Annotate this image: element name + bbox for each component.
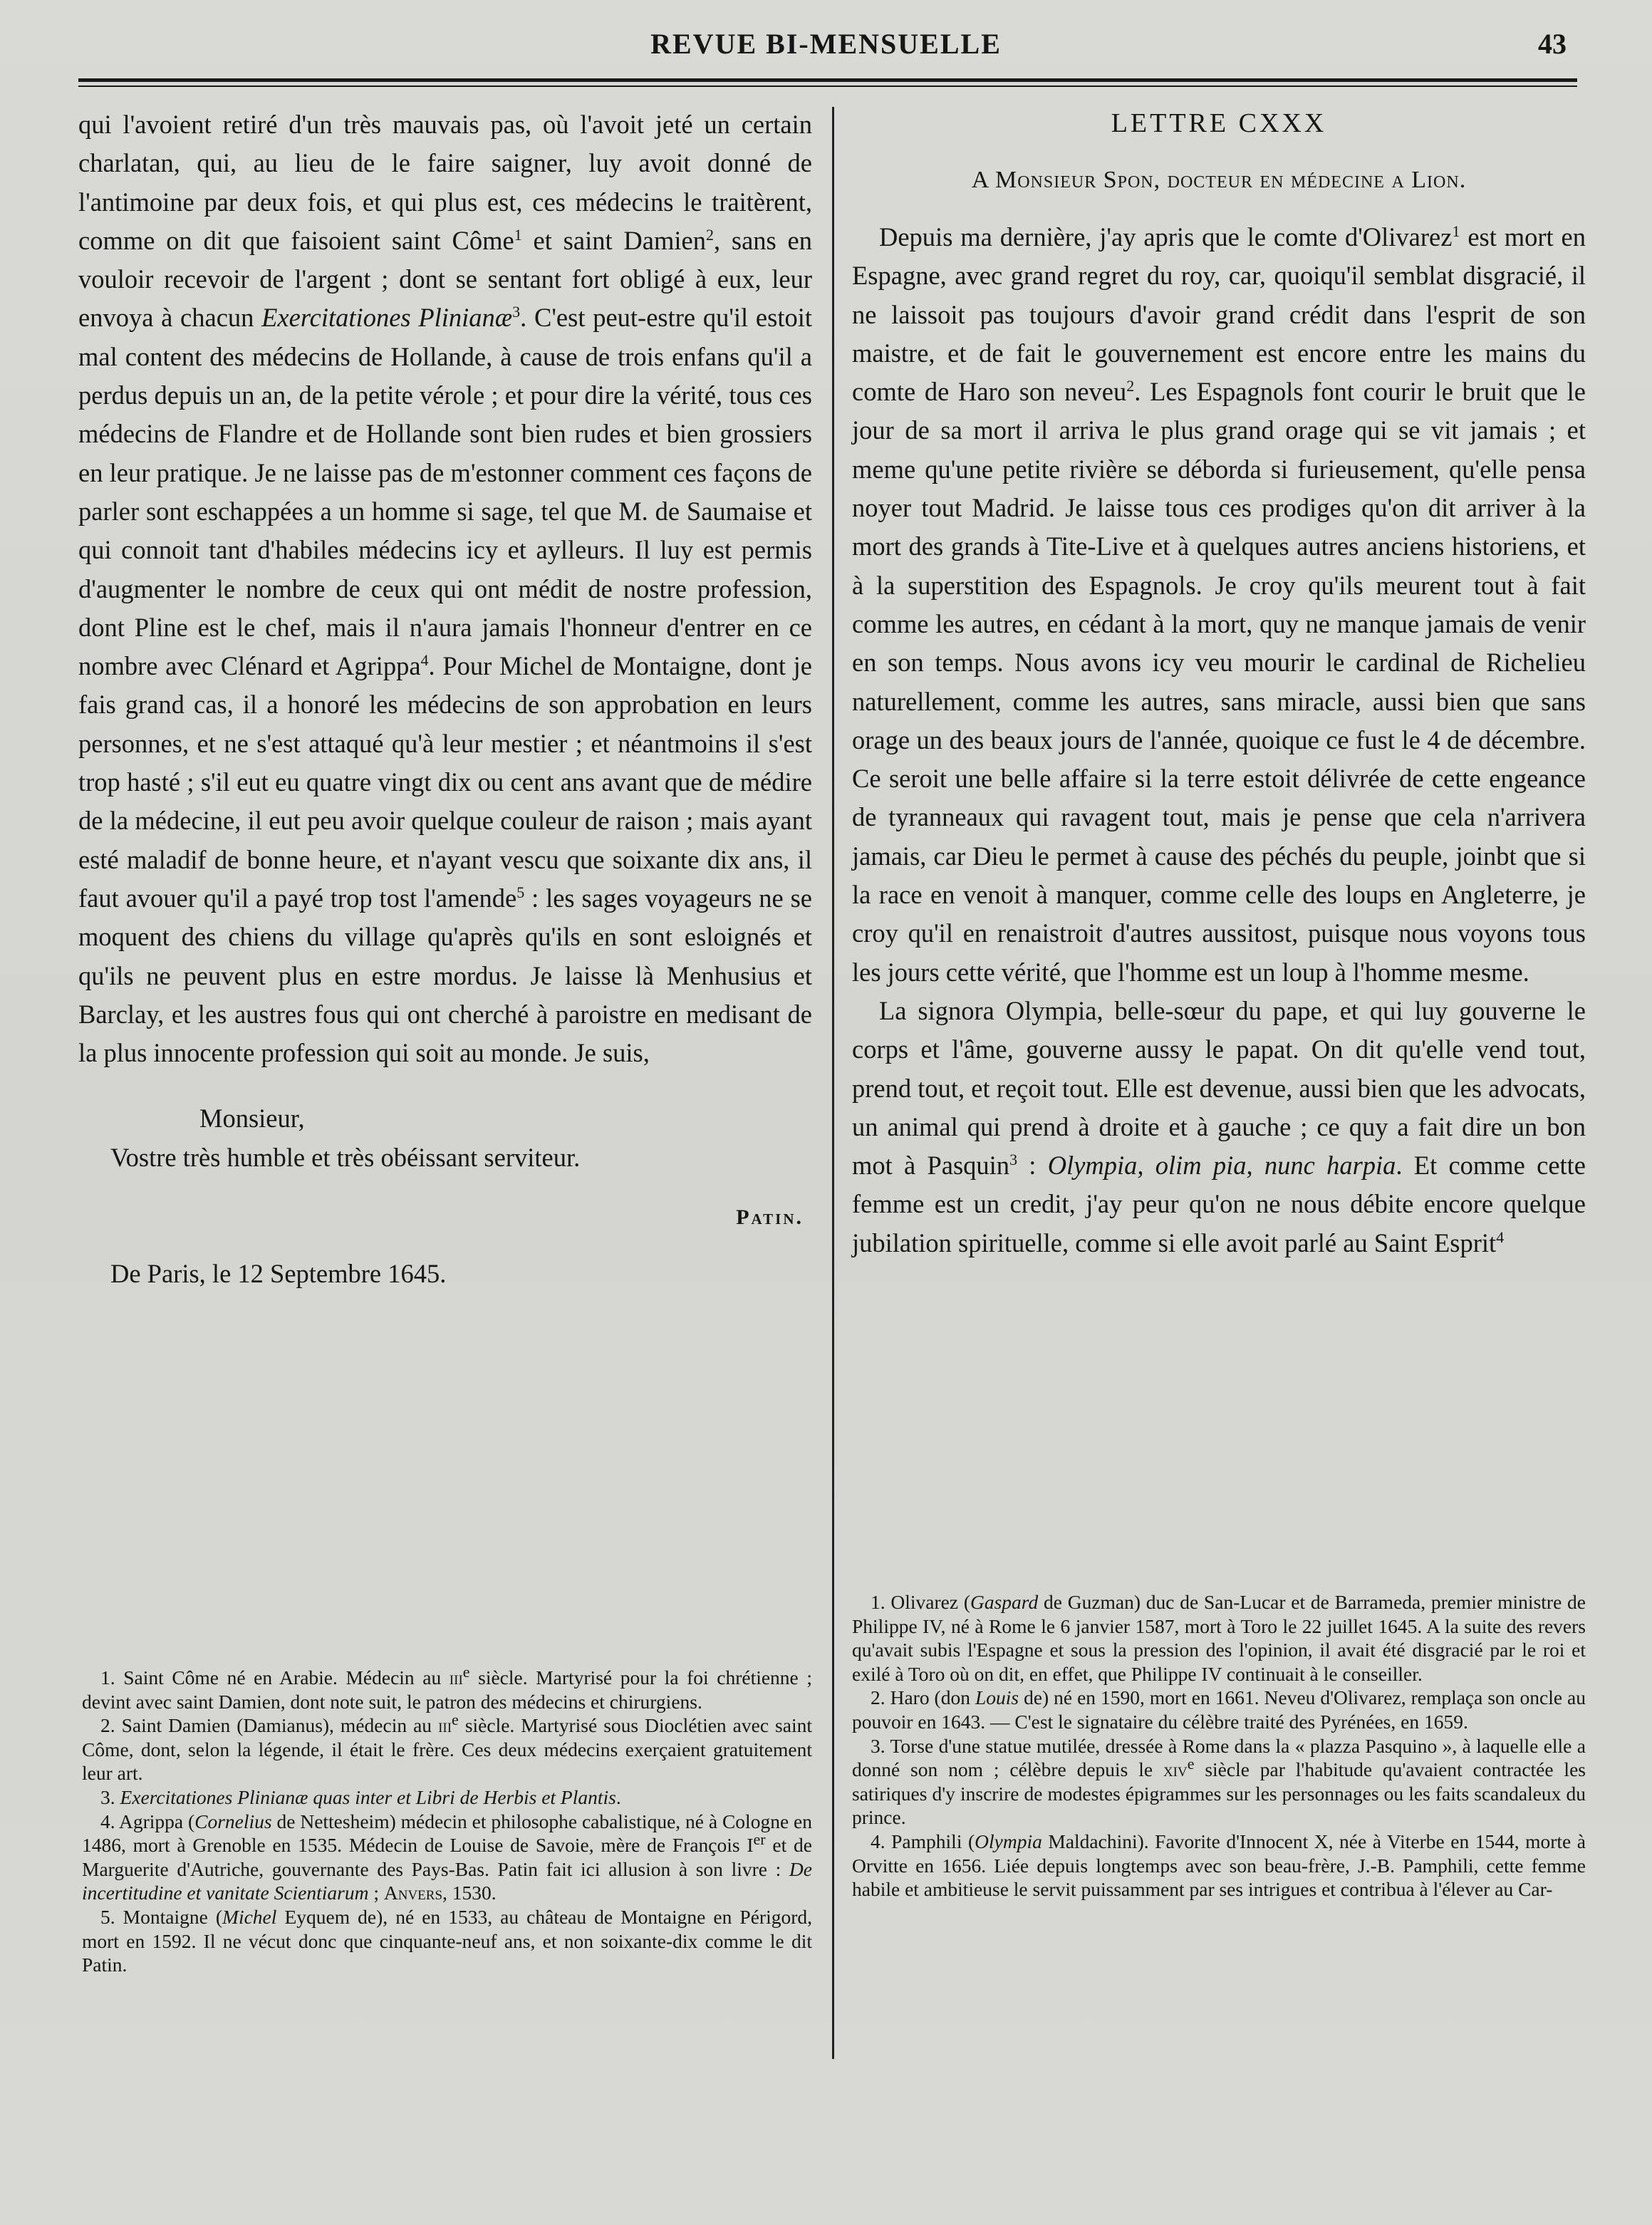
given-name: Louis — [975, 1686, 1019, 1709]
given-name: Cornelius — [194, 1810, 272, 1832]
roman-numeral: iii — [438, 1714, 452, 1737]
running-head — [78, 27, 1574, 70]
text-run: ; — [368, 1882, 384, 1904]
book-title: Exercitationes Plinianæ quas inter et Libri de Herbis et Plantis — [120, 1785, 616, 1808]
footnote — [82, 1662, 812, 1713]
place-name: Anvers — [383, 1882, 443, 1904]
running-title: REVUE BI-MENSUELLE — [650, 28, 1002, 60]
text-run: 1. Olivarez ( — [871, 1591, 970, 1613]
footnote — [82, 1713, 812, 1785]
quotation: Olympia, olim pia, nunc harpia — [1047, 1151, 1396, 1181]
text-run: de Nettesheim) médecin et philosophe cabalistique, né à Cologne en 1486, mort à Grenoble en 1535. Médecin de Louise de Savoie, mère de François I — [82, 1810, 812, 1857]
right-column — [852, 105, 1586, 1262]
superscript: e — [1187, 1755, 1195, 1773]
letter-title: LETTRE CXXX — [1111, 108, 1327, 138]
left-column — [78, 105, 812, 1289]
text-run: : les sages voyageurs ne se moquent des chiens du village qu'après qu'ils en sont esloignés et qu'ils ne peuvent plus en estre mordus. Je laisse là Menhusius et Barclay, et les austres fous qui ont cherché à paroistre en medisant de la plus innocente profession qui soit au monde. Je suis, — [78, 883, 812, 1068]
text-run: siècle. Martyrisé pour la foi chrétienne ; devint avec saint Damien, dont note suit, le patron des médecins et chirurgiens. — [82, 1666, 812, 1713]
letter-addressee: A Monsieur Spon, docteur en médecine a Lion. — [971, 167, 1467, 193]
footnote-ref: 4 — [420, 651, 429, 669]
text-run: est mort en Espagne, avec grand regret du roy, car, quoiqu'il semblat disgracié, il ne laissoit pas toujours d'avoir grand crédit dans l'esprit de son maistre, et de fait le gouvernement est encore entre les mains du comte de Haro son neveu — [852, 222, 1586, 407]
text-run: Eyquem de), né en 1533, au château de Montaigne en Périgord, mort en 1592. Il ne vécut donc que cinquante-neuf ans, et non soixante-dix comme le dit Patin. — [82, 1905, 812, 1976]
footnote — [852, 1590, 1586, 1686]
left-paragraph — [78, 105, 812, 1072]
text-run: 2. Saint Damien (Damianus), médecin au — [100, 1714, 439, 1737]
text-run: 3. Torse d'une statue mutilée, dressée à Rome dans la « plazza Pasquino », à laquelle elle a donné son nom ; célèbre depuis le — [852, 1734, 1586, 1781]
column-divider — [832, 107, 834, 2059]
text-run: et saint Damien — [521, 225, 706, 255]
page-number: 43 — [1538, 28, 1567, 60]
footnote-ref: 2 — [705, 225, 714, 244]
book-title: Exercitationes Plinianæ — [261, 303, 513, 333]
text-run: . Et comme cette femme est un credit, j'ay peur qu'on ne nous débite encore quelque jubilation spirituelle, comme si elle avoit parlé au Saint Esprit — [852, 1151, 1586, 1257]
header-rule-thick — [78, 78, 1577, 82]
text-run: . — [615, 1785, 621, 1808]
text-run: siècle. Martyrisé sous Dioclétien avec saint Côme, dont, selon la légende, il était le frère. Ces deux médecins exerçaient gratuitement leur art. — [82, 1714, 812, 1785]
salutation: Monsieur, — [199, 1104, 305, 1134]
footnote — [82, 1810, 812, 1905]
text-run: Maldachini). Favorite d'Innocent X, née à Viterbe en 1544, morte à Orvitte en 1656. Liée depuis longtemps avec son beau-frère, J.-B. Pamphili, cette femme habile et ambitieuse le servit puissamment par ses intrigues et contribua à l'élever au Car- — [852, 1830, 1586, 1901]
footnote-ref: 1 — [1452, 222, 1460, 240]
footnote-ref: 4 — [1496, 1228, 1505, 1246]
text-run: La signora Olympia, belle-sœur du pape, et qui luy gouverne le corps et l'âme, gouverne aussy le papat. On dit qu'elle vend tout, prend tout, et reçoit tout. Elle est devenue, aussi bien que les advocats, un animal qui prend à droite et à gauche ; ce quy a fait dire un bon mot à Pasquin — [852, 995, 1586, 1181]
right-paragraph-1 — [852, 218, 1586, 992]
footnote-ref: 1 — [514, 225, 522, 244]
superscript: e — [452, 1711, 459, 1729]
text-run: 1. Saint Côme né en Arabie. Médecin au — [100, 1666, 450, 1689]
text-run: 5. Montaigne ( — [100, 1905, 223, 1928]
text-run: qui l'avoient retiré d'un très mauvais pas, où l'avoit jeté un certain charlatan, qui, au lieu de le faire saigner, luy avoit donné de l'antimoine par deux fois, et qui plus est, ces médecins le traitèrent, comme on dit que faisoient saint Côme — [78, 110, 812, 255]
footnote — [852, 1686, 1586, 1733]
left-footnotes — [82, 1662, 812, 1977]
footnote — [852, 1734, 1586, 1830]
text-run: . Pour Michel de Montaigne, dont je fais grand cas, il a honoré les médecins de son approbation en leurs personnes, et ne s'est attaqué qu'à leur mestier ; et néantmoins il s'est trop hasté ; s'il eut eu quatre vingt dix ou cent ans avant que de médire de la médecine, il eut peu avoir quelque couleur de raison ; mais ayant esté maladif de bonne heure, et n'ayant vescu que soixante dix ans, il faut avouer qu'il a payé trop tost l'amende — [78, 651, 812, 913]
text-run: siècle par l'habitude qu'avaient contractée les satiriques d'y inscrire de modestes épigrammes sur les personnages ou les faits scandaleux du prince. — [852, 1758, 1586, 1829]
right-footnotes — [852, 1590, 1586, 1902]
given-name: Gaspard — [970, 1591, 1039, 1613]
text-run: . Les Espagnols font courir le bruit que le jour de sa mort il arriva le plus grand orage qui se vit jamais ; et meme qu'une petite rivière se déborda si furieusement, qu'elle pensa noyer tout Madrid. Je laisse tous ces prodiges qu'on dit arriver à la mort des grands à Tite-Live et à quelques autres anciens historiens, et à la superstition des Espagnols. Je croy qu'ils meurent tout à fait comme les autres, en cédant à la mort, quy ne manque jamais de venir en son temps. Nous avons icy veu mourir le cardinal de Richelieu naturellement, comme les autres, sans miracle, aussi bien que sans orage un des beaux jours de l'année, quoique ce fust le 4 de décembre. Ce seroit une belle affaire si la terre estoit délivrée de cette engeance de tyranneaux qui ravagent tout, mais je pense que cela n'arrivera jamais, car Dieu le permet à cause des péchés du peuple, joinbt que si la race en venoit à manquer, comme celle des loups en Angleterre, je croy qu'il en renaistroit d'autres aussitost, puisque nous voyons tous les jours cette vérité, que l'homme est un loup à l'homme mesme. — [852, 377, 1586, 987]
book-title: De incertitudine et vanitate Scientiarum — [82, 1857, 812, 1904]
roman-numeral: iii — [449, 1666, 463, 1689]
footnote-ref: 3 — [1009, 1150, 1018, 1168]
text-run: Depuis ma dernière, j'ay apris que le comte d'Olivarez — [879, 222, 1453, 251]
text-run: : — [1017, 1151, 1048, 1181]
signature: Patin. — [736, 1205, 804, 1230]
text-run: de) né en 1590, mort en 1661. Neveu d'Olivarez, remplaça son oncle au pouvoir en 1643. — C'est le signataire du célèbre traité des Pyrénées, en 1659. — [852, 1686, 1586, 1733]
footnote-ref: 2 — [1126, 377, 1135, 395]
header-rule-thin — [78, 85, 1577, 87]
given-name: Michel — [222, 1905, 277, 1928]
letter-body — [852, 218, 1586, 1262]
footnote-ref: 5 — [516, 883, 525, 901]
right-paragraph-2 — [852, 992, 1586, 1262]
superscript: er — [753, 1830, 766, 1848]
text-run: . C'est peut-estre qu'il estoit mal content des médecins de Hollande, à cause de trois enfans qu'il a perdus depuis un an, de la petite vérole ; et pour dire la vérité, tous ces médecins de Flandre et de Hollande sont bien rudes et bien grossiers en leur pratique. Je ne laisse pas de m'estonner comment ces façons de parler sont eschappées a un homme si sage, tel que M. de Saumaise et qui connoit tant d'habiles médecins icy et aylleurs. Il luy est permis d'augmenter le nombre de ceux qui ont médit de nostre profession, dont Pline est le chef, mais il n'aura jamais l'honneur d'entrer en ce nombre avec Clénard et Agrippa — [78, 303, 812, 681]
text-run: 3. — [100, 1785, 120, 1808]
closing-formula: Vostre très humble et très obéissant serviteur. — [110, 1142, 581, 1172]
dateline: De Paris, le 12 Septembre 1645. — [110, 1259, 447, 1289]
text-run: , 1530. — [442, 1882, 497, 1904]
footnote-ref: 3 — [512, 303, 521, 321]
text-run: 4. Pamphili ( — [871, 1830, 975, 1852]
footnote — [82, 1785, 812, 1810]
text-run: 2. Haro (don — [871, 1686, 975, 1709]
text-run: 4. Agrippa ( — [100, 1810, 195, 1832]
roman-numeral: xiv — [1163, 1758, 1188, 1781]
given-name: Olympia — [975, 1830, 1042, 1852]
text-run: de Guzman) duc de San-Lucar et de Barrameda, premier ministre de Philippe IV, né à Rome le 6 janvier 1587, mort à Toro le 22 juillet 1645. A la suite des revers qu'avait subis l'Espagne et sous la pression des l'opinion, il avait été disgracié par le roi et exilé à Toro où on dit, en effet, que Philippe IV continuait à le conseiller. — [852, 1591, 1586, 1685]
text-run: , sans en vouloir recevoir de l'argent ; dont se sentant fort obligé à eux, leur envoya à chacun — [78, 225, 812, 333]
superscript: e — [462, 1662, 470, 1681]
footnote — [852, 1830, 1586, 1902]
footnote — [82, 1905, 812, 1977]
text-run: et de Marguerite d'Autriche, gouvernante des Pays-Bas. Patin fait ici allusion à son livre : — [82, 1834, 812, 1880]
